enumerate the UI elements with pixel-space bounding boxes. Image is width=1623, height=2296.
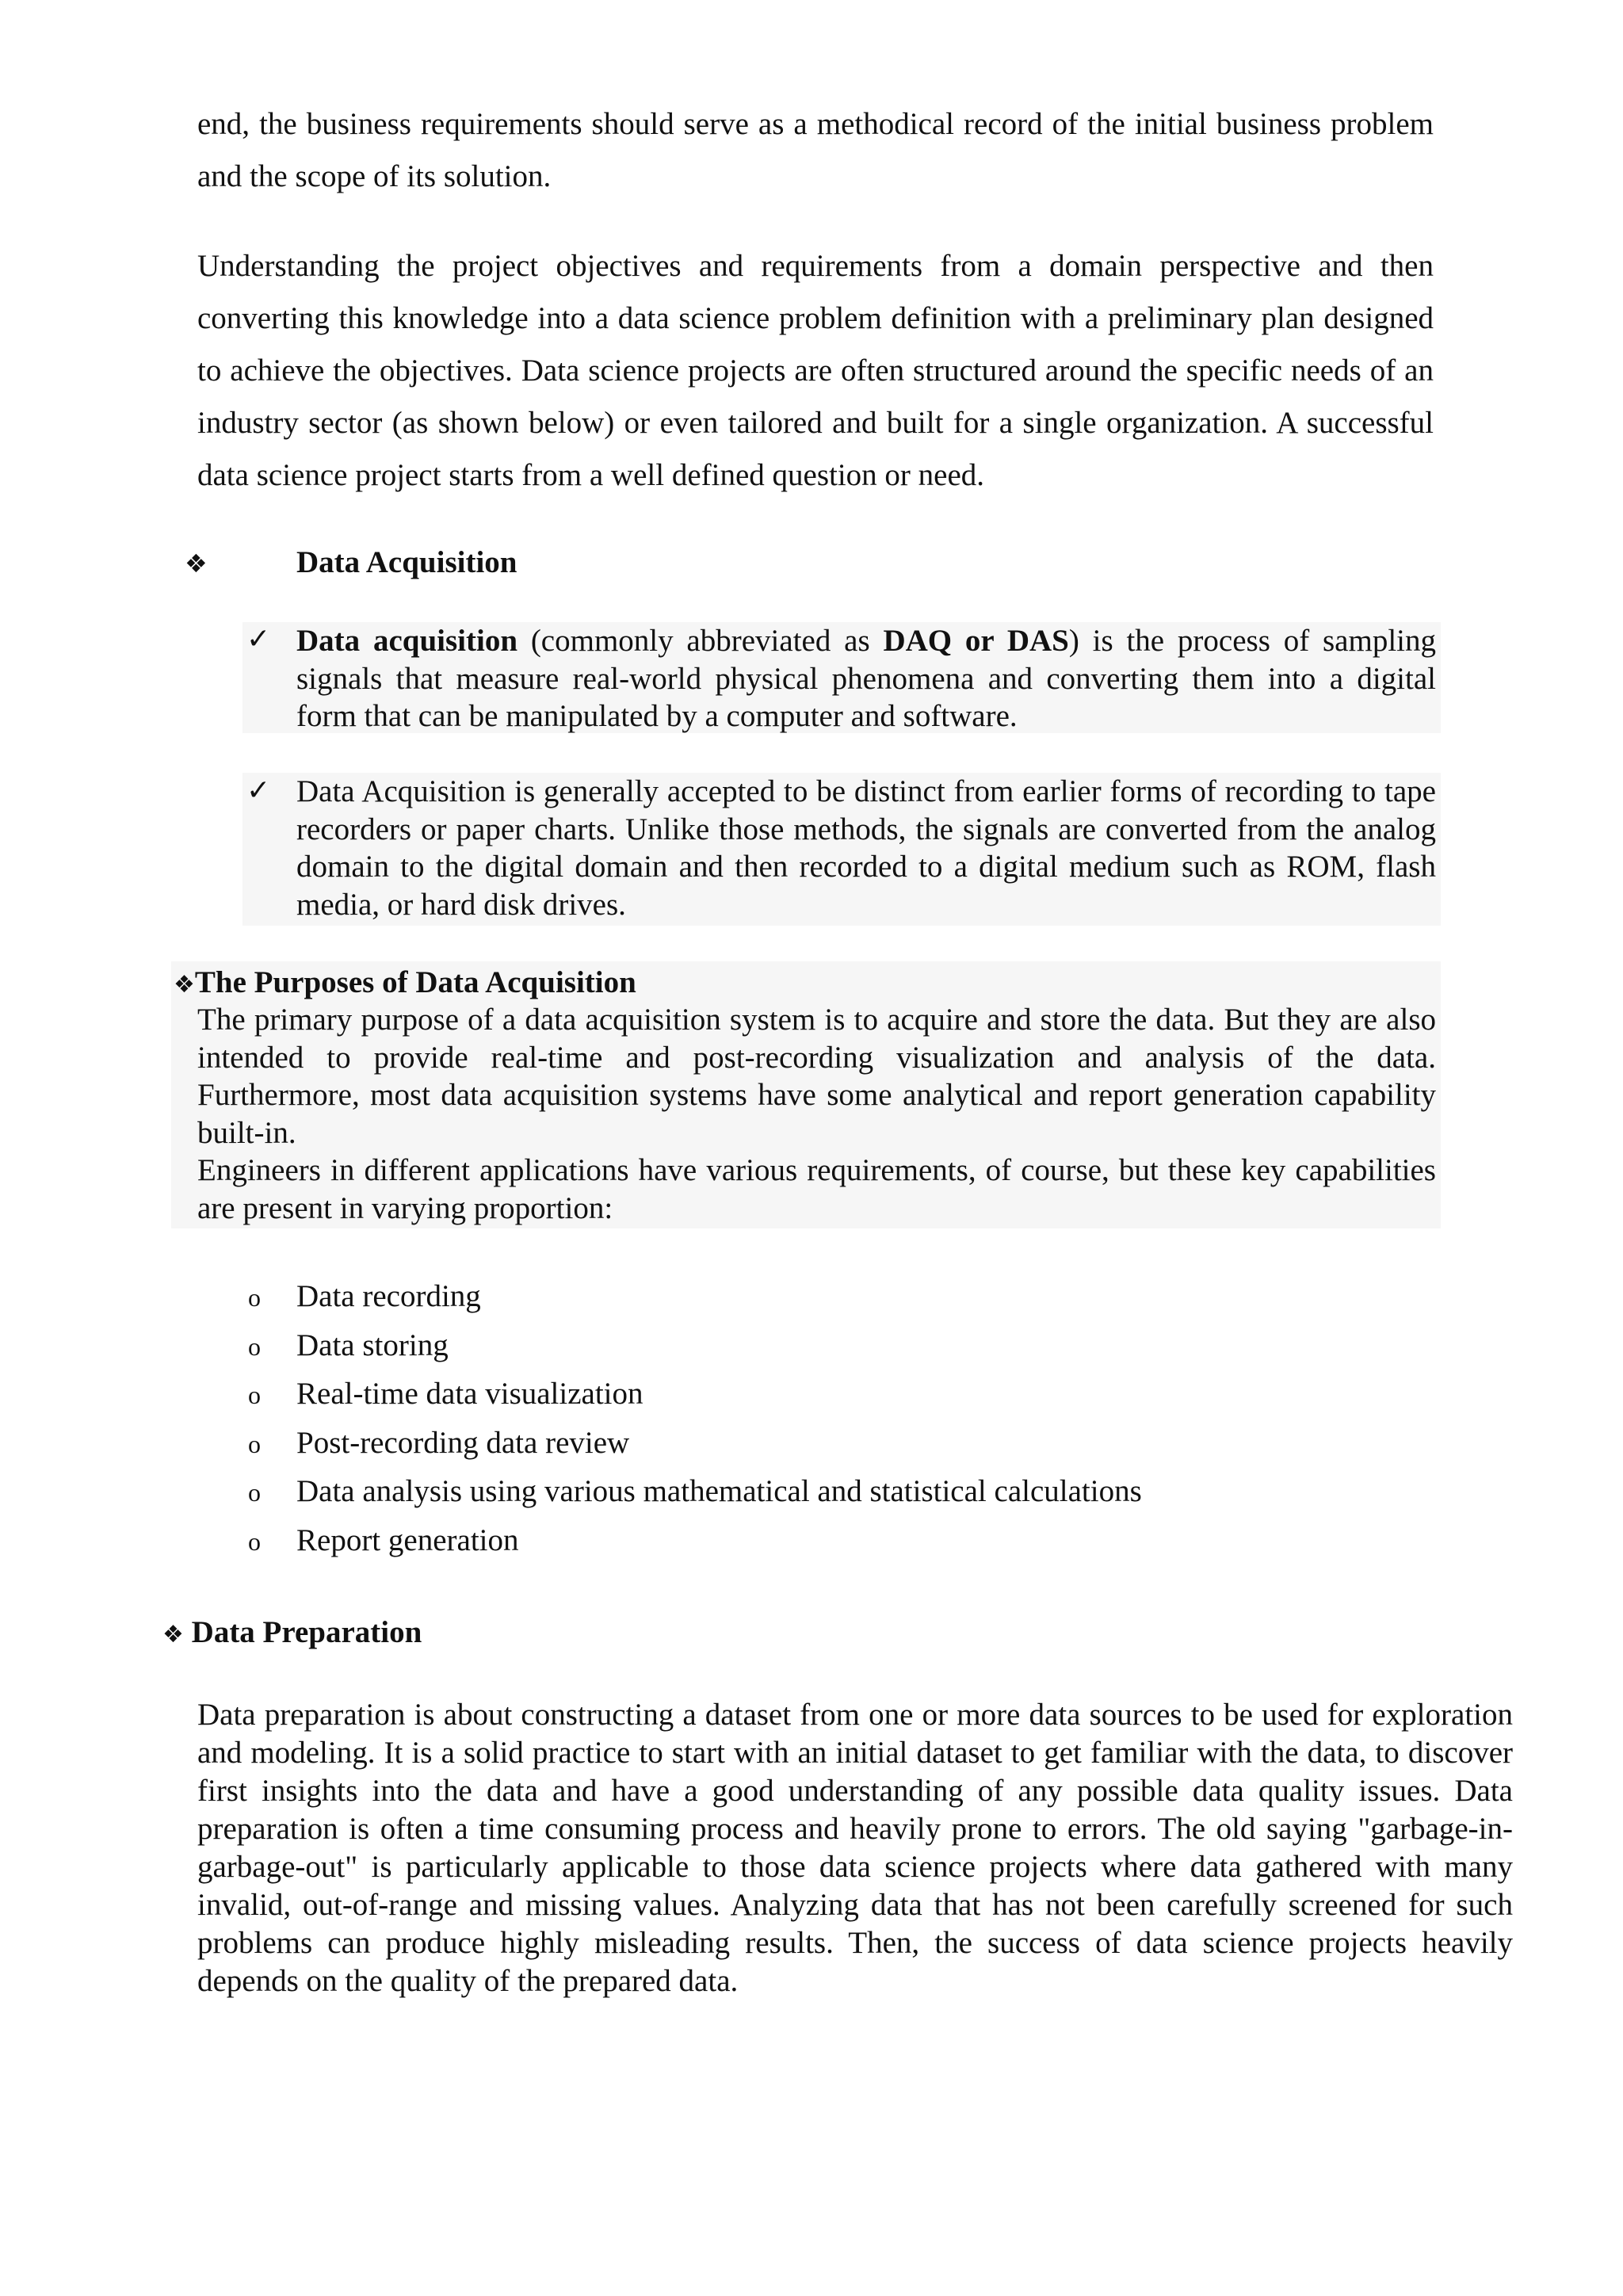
- definition-post: ) is the process of sampling signals that measure real-world physical phenomena and converting them into a digital form that can be manipulated by a computer and software.: [296, 624, 1436, 733]
- data-preparation-heading: [162, 1614, 422, 1653]
- checkmark-icon: ✓: [246, 774, 271, 807]
- list-item-label: Post-recording data review: [296, 1425, 630, 1460]
- list-item-label: Data recording: [296, 1279, 481, 1313]
- data-acquisition-heading: Data Acquisition: [296, 545, 517, 579]
- list-item: [248, 1272, 1142, 1321]
- diamond-bullet-icon: ❖: [185, 548, 208, 579]
- circle-bullet-icon: o: [248, 1381, 261, 1409]
- list-item: [248, 1419, 1142, 1468]
- checkmark-icon: ✓: [246, 623, 271, 655]
- list-item: [248, 1321, 1142, 1370]
- diamond-bullet-icon: ❖: [174, 971, 195, 999]
- capabilities-list: [248, 1272, 1142, 1564]
- circle-bullet-icon: o: [248, 1526, 261, 1556]
- data-preparation-heading-text: Data Preparation: [191, 1615, 422, 1649]
- list-item-label: Data storing: [296, 1328, 449, 1362]
- data-preparation-paragraph: Data preparation is about constructing a dataset from one or more data sources to be used for exploration and modeling. It is a solid practice to start with an initial dataset to get familiar with the data, to discover first insights into the data and have a good understanding of any possible data quality issues. Data preparation is often a time consuming process and heavily prone to errors. The old saying "garbage-in-garbage-out" is particularly applicable to those data science projects where data gathered with many invalid, out-of-range and missing values. Analyzing data that has not been carefully screened for such problems can produce highly misleading results. Then, the success of data science projects heavily depends on the quality of the prepared data.: [197, 1698, 1513, 1998]
- list-item: [248, 1467, 1142, 1516]
- circle-bullet-icon: o: [248, 1478, 261, 1507]
- purposes-paragraph-2: Engineers in different applications have various requirements, of course, but these key capabilities are present in varying proportion:: [197, 1153, 1436, 1225]
- circle-bullet-icon: o: [248, 1283, 261, 1312]
- diamond-bullet-icon: ❖: [162, 1621, 184, 1648]
- purposes-paragraph-1: The primary purpose of a data acquisition system is to acquire and store the data. But they are also intended to provide real-time and post-recording visualization and analysis of the data. Furthermore, most data acquisition systems have some analytical and report generation capability built-in.: [197, 1003, 1436, 1150]
- list-item-label: Report generation: [296, 1522, 519, 1557]
- acquisition-distinction-paragraph: Data Acquisition is generally accepted to be distinct from earlier forms of recording to tape recorders or paper charts. Unlike those methods, the signals are converted from the analog domain to the digital domain and then recorded to a digital medium such as ROM, flash media, or hard disk drives.: [296, 774, 1436, 922]
- circle-bullet-icon: o: [248, 1331, 261, 1361]
- term-data-acquisition: Data acquisition: [296, 624, 518, 658]
- circle-bullet-icon: o: [248, 1429, 261, 1458]
- acquisition-definition-paragraph: [296, 622, 1436, 735]
- list-item: [248, 1370, 1142, 1419]
- definition-pre: (commonly abbreviated as: [517, 624, 884, 658]
- term-daq-das: DAQ or DAS: [883, 624, 1069, 658]
- understanding-paragraph: Understanding the project objectives and requirements from a domain perspective and then converting this knowledge into a data science problem definition with a preliminary plan designed to achieve the objectives. Data science projects are often structured around the specific needs of an industry sector (as shown below) or even tailored and built for a single organization. A successful data science project starts from a well defined question or need.: [197, 249, 1434, 492]
- purposes-heading-text: The Purposes of Data Acquisition: [194, 965, 636, 999]
- list-item: [248, 1516, 1142, 1565]
- purposes-heading: [174, 964, 636, 1004]
- list-item-label: Data analysis using various mathematical and statistical calculations: [296, 1474, 1142, 1508]
- intro-paragraph: end, the business requirements should serve as a methodical record of the initial business problem and the scope of its solution.: [197, 107, 1434, 193]
- list-item-label: Real-time data visualization: [296, 1377, 643, 1411]
